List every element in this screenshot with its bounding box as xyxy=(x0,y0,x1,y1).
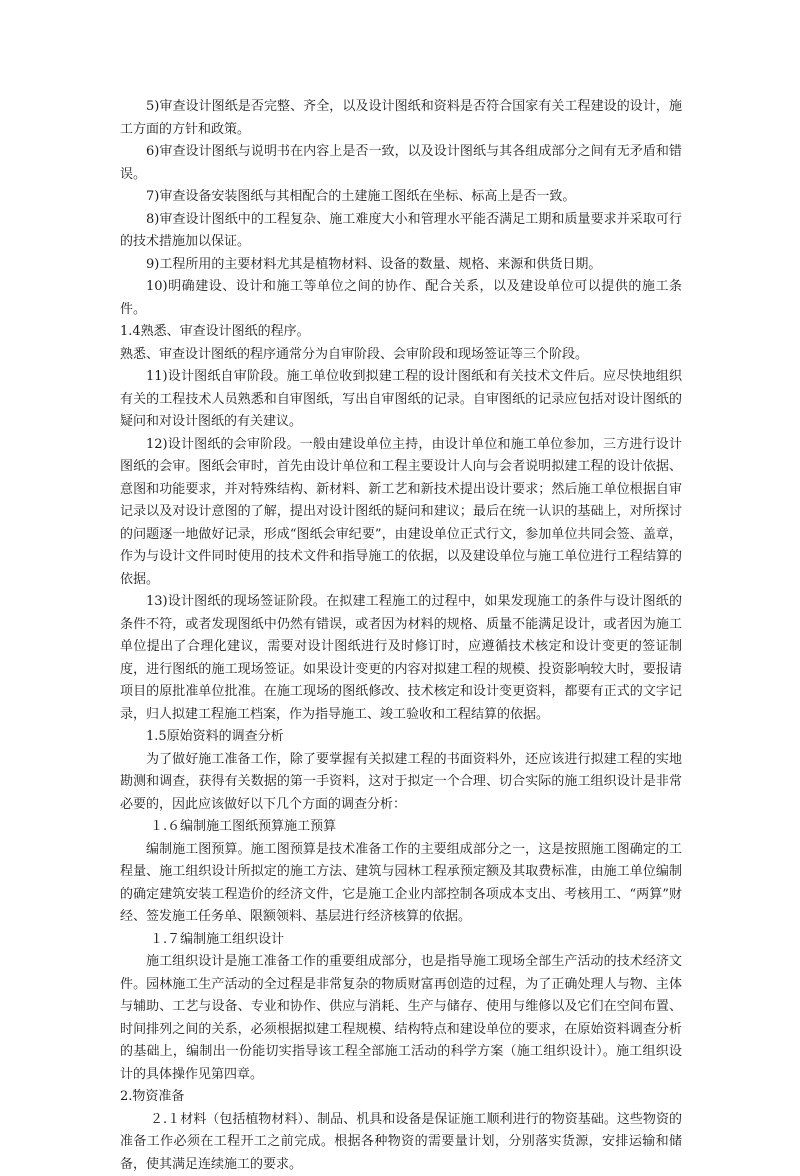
paragraph-item-11: 11)设计图纸自审阶段。施工单位收到拟建工程的设计图纸和有关技术文件后。应尽快地组织有关的工程技术人员熟悉和自审图纸，写出自审图纸的记录。自审图纸的记录应包括对设计图纸的疑问和对设计图纸的有关建议。 xyxy=(120,366,682,434)
section-heading-1-7: １.７编制施工组织设计 xyxy=(120,929,682,952)
paragraph-survey: 为了做好施工准备工作，除了要掌握有关拟建工程的书面资料外，还应该进行拟建工程的实地勘测和调查，获得有关数据的第一手资料，这对于拟定一个合理、切合实际的施工组织设计是非常必要的，因此应该做好以下几个方面的调查分析： xyxy=(120,749,682,817)
paragraph-item-9: 9)工程所用的主要材料尤其是植物材料、设备的数量、规格、来源和供货日期。 xyxy=(120,254,682,277)
paragraph-intro: 熟悉、审查设计图纸的程序通常分为自审阶段、会审阶段和现场签证等三个阶段。 xyxy=(120,344,682,367)
document-body xyxy=(120,96,682,1176)
section-heading-1-4: 1.4熟悉、审查设计图纸的程序。 xyxy=(120,321,682,344)
paragraph-item-13: 13)设计图纸的现场签证阶段。在拟建工程施工的过程中，如果发现施工的条件与设计图纸的条件不符，或者发现图纸中仍然有错误，或者因为材料的规格、质量不能满足设计，或者因为施工单位提出了合理化建议，需要对设计图纸进行及时修订时，应遵循技术核定和设计变更的签证制度，进行图纸的施工现场签证。如果设计变更的内容对拟建工程的规模、投资影响较大时，要报请项目的原批准单位批准。在施工现场的图纸修改、技术核定和设计变更资料，都要有正式的文字记录，归人拟建工程施工档案，作为指导施工、竣工验收和工程结算的依据。 xyxy=(120,591,682,726)
paragraph-item-7: 7)审查设备安装图纸与其相配合的土建施工图纸在坐标、标高上是否一致。 xyxy=(120,186,682,209)
paragraph-item-5: 5)审查设计图纸是否完整、齐全，以及设计图纸和资料是否符合国家有关工程建设的设计，施工方面的方针和政策。 xyxy=(120,96,682,141)
section-heading-2: 2.物资准备 xyxy=(120,1086,682,1109)
paragraph-item-8: 8)审查设计图纸中的工程复杂、施工难度大小和管理水平能否满足工期和质量要求并采取可行的技术措施加以保证。 xyxy=(120,209,682,254)
paragraph-item-10: 10)明确建设、设计和施工等单位之间的协作、配合关系，以及建设单位可以提供的施工条件。 xyxy=(120,276,682,321)
paragraph-item-12: 12)设计图纸的会审阶段。一般由建设单位主持，由设计单位和施工单位参加，三方进行设计图纸的会审。图纸会审时，首先由设计单位和工程主要设计人向与会者说明拟建工程的设计依据、意图和功能要求，并对特殊结构、新材料、新工艺和新技术提出设计要求；然后施工单位根据自审记录以及对设计意图的了解，提出对设计图纸的疑问和建议；最后在统一认识的基础上，对所探讨的问题逐一地做好记录，形成“图纸会审纪要”，由建设单位正式行文，参加单位共同会签、盖章，作为与设计文件同时使用的技术文件和指导施工的依据，以及建设单位与施工单位进行工程结算的依据。 xyxy=(120,434,682,592)
paragraph-materials: ２.１材料（包括植物材料）、制品、机具和设备是保证施工顺利进行的物资基础。这些物资的准备工作必须在工程开工之前完成。根据各种物资的需要量计划，分别落实货源，安排运输和储备，使其满足连续施工的要求。 xyxy=(120,1109,682,1176)
paragraph-budget: 编制施工图预算。施工图预算是技术准备工作的主要组成部分之一，这是按照施工图确定的工程量、施工组织设计所拟定的施工方法、建筑与园林工程承预定额及其取费标准，由施工单位编制的确定建筑安装工程造价的经济文件，它是施工企业内部控制各项成本支出、考核用工、“两算”财经、签发施工任务单、限额领料、基层进行经济核算的依据。 xyxy=(120,839,682,929)
paragraph-item-6: 6)审查设计图纸与说明书在内容上是否一致，以及设计图纸与其各组成部分之间有无矛盾和错误。 xyxy=(120,141,682,186)
paragraph-organization: 施工组织设计是施工准备工作的重要组成部分，也是指导施工现场全部生产活动的技术经济文件。园林施工生产活动的全过程是非常复杂的物质财富再创造的过程，为了正确处理人与物、主体与辅助、工艺与设备、专业和协作、供应与消耗、生产与储存、使用与维修以及它们在空间布置、时间排列之间的关系，必须根据拟建工程规模、结构特点和建设单位的要求，在原始资料调查分析的基础上，编制出一份能切实指导该工程全部施工活动的科学方案（施工组织设计）。施工组织设计的具体操作见第四章。 xyxy=(120,951,682,1086)
section-heading-1-6: １.６编制施工图纸预算施工预算 xyxy=(120,816,682,839)
section-heading-1-5: 1.5原始资料的调查分析 xyxy=(120,726,682,749)
